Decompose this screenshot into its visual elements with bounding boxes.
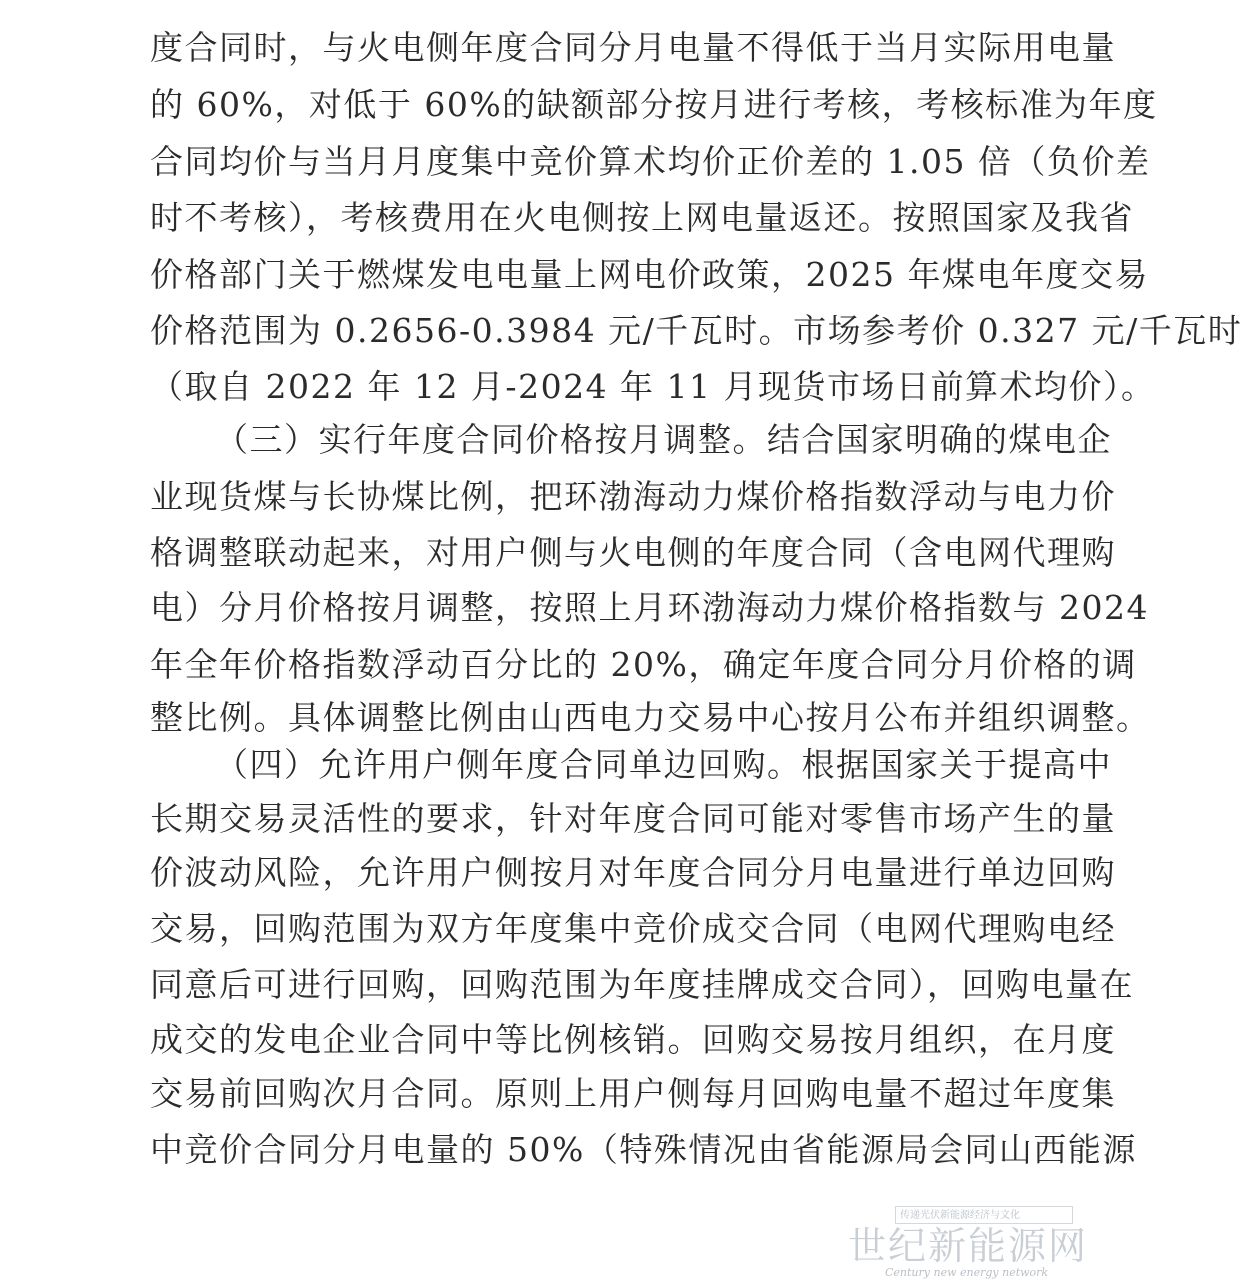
text-line: 格调整联动起来，对用户侧与火电侧的年度合同（含电网代理购 (150, 533, 1116, 572)
site-watermark (840, 1198, 1089, 1284)
watermark-english: Century new energy network (885, 1266, 1049, 1279)
text-line: 价波动风险，允许用户侧按月对年度合同分月电量进行单边回购 (150, 853, 1116, 892)
text-line: 电）分月价格按月调整，按照上月环渤海动力煤价格指数与 2024 (150, 588, 1149, 627)
text-line: 成交的发电企业合同中等比例核销。回购交易按月组织，在月度 (150, 1020, 1116, 1059)
text-line: 整比例。具体调整比例由山西电力交易中心按月公布并组织调整。 (150, 698, 1151, 737)
text-line: 价格部门关于燃煤发电电量上网电价政策，2025 年煤电年度交易 (150, 255, 1149, 294)
text-line: 时不考核），考核费用在火电侧按上网电量返还。按照国家及我省 (150, 198, 1134, 237)
text-line: 度合同时，与火电侧年度合同分月电量不得低于当月实际用电量 (150, 28, 1116, 67)
watermark-tagline: 传递光伏新能源经济与文化 (895, 1206, 1073, 1224)
text-line: 合同均价与当月月度集中竞价算术均价正价差的 1.05 倍（负价差 (150, 142, 1151, 181)
text-line: 价格范围为 0.2656-0.3984 元/千瓦时。市场参考价 0.327 元/千瓦时 (150, 311, 1242, 350)
text-line: 交易，回购范围为双方年度集中竞价成交合同（电网代理购电经 (150, 909, 1116, 948)
text-line: 年全年价格指数浮动百分比的 20%，确定年度合同分月价格的调 (150, 645, 1137, 684)
text-line: （取自 2022 年 12 月-2024 年 11 月现货市场日前算术均价）。 (150, 367, 1156, 406)
paragraph-start-line: （三）实行年度合同价格按月调整。结合国家明确的煤电企 (215, 420, 1112, 459)
text-line: 交易前回购次月合同。原则上用户侧每月回购电量不超过年度集 (150, 1074, 1116, 1113)
text-line: 中竞价合同分月电量的 50%（特殊情况由省能源局会同山西能源 (150, 1130, 1137, 1169)
text-line: 同意后可进行回购，回购范围为年度挂牌成交合同），回购电量在 (150, 965, 1134, 1004)
text-line: 的 60%，对低于 60%的缺额部分按月进行考核，考核标准为年度 (150, 85, 1158, 124)
paragraph-start-line: （四）允许用户侧年度合同单边回购。根据国家关于提高中 (215, 745, 1112, 784)
text-line: 长期交易灵活性的要求，针对年度合同可能对零售市场产生的量 (150, 799, 1116, 838)
watermark-name: 世纪新能源网 (848, 1224, 1089, 1268)
text-line: 业现货煤与长协煤比例，把环渤海动力煤价格指数浮动与电力价 (150, 477, 1116, 516)
